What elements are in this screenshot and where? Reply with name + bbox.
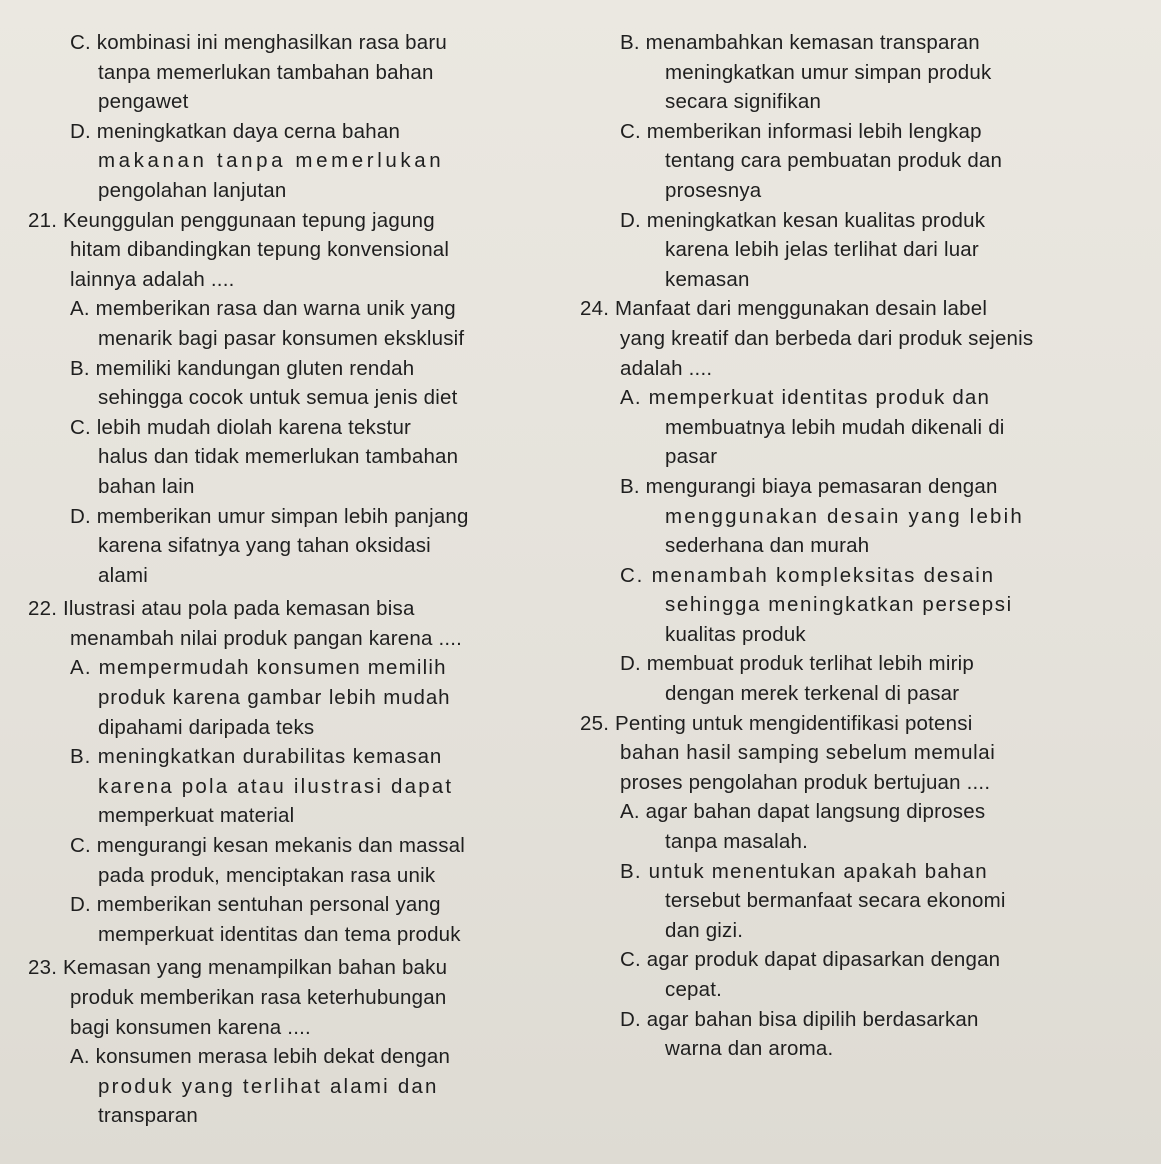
question-21 xyxy=(28,206,568,591)
question-line: yang kreatif dan berbeda dari produk sejenis xyxy=(620,326,1034,350)
option-line: kualitas produk xyxy=(665,622,806,646)
option-line: kemasan xyxy=(665,267,750,291)
option-line: warna dan aroma. xyxy=(665,1037,834,1061)
option-d: D. membuat produk terlihat lebih mirip xyxy=(620,652,974,676)
question-line: hitam dibandingkan tepung konvensional xyxy=(70,238,450,262)
question-line: produk memberikan rasa keterhubungan xyxy=(70,986,447,1009)
option-line: karena pola atau ilustrasi dapat xyxy=(98,774,454,798)
option-line: prosesnya xyxy=(665,178,762,202)
option-a: A. agar bahan dapat langsung diproses xyxy=(620,800,986,824)
option-line: menggunakan desain yang lebih xyxy=(665,504,1024,528)
option-line: halus dan tidak memerlukan tambahan xyxy=(98,445,459,469)
q23-option-d xyxy=(580,206,1140,295)
option-d: D. memberikan sentuhan personal yang xyxy=(70,893,441,917)
question-line: bahan hasil samping sebelum memulai xyxy=(620,741,996,765)
option-line: dan gizi. xyxy=(665,918,744,942)
option-line: C. kombinasi ini menghasilkan rasa baru xyxy=(70,31,447,54)
option-b: B. untuk menentukan apakah bahan xyxy=(620,859,988,883)
q23-option-b xyxy=(580,28,1140,117)
option-a: A. mempermudah konsumen memilih xyxy=(70,656,447,680)
question-line: 22. Ilustrasi atau pola pada kemasan bisa xyxy=(28,597,415,621)
option-line: karena sifatnya yang tahan oksidasi xyxy=(98,534,431,558)
option-c: C. menambah kompleksitas desain xyxy=(620,563,995,587)
option-d: D. agar bahan bisa dipilih berdasarkan xyxy=(620,1007,979,1031)
option-c: C. mengurangi kesan mekanis dan massal xyxy=(70,834,466,858)
option-line: bahan lain xyxy=(98,474,195,498)
option-line: memperkuat material xyxy=(98,804,295,828)
option-line: dengan merek terkenal di pasar xyxy=(665,682,960,706)
option-d: D. meningkatkan kesan kualitas produk xyxy=(620,208,986,232)
option-line: cepat. xyxy=(665,978,723,1001)
option-line: sehingga meningkatkan persepsi xyxy=(665,593,1013,617)
option-a: A. memperkuat identitas produk dan xyxy=(620,386,991,410)
option-line: transparan xyxy=(98,1104,199,1128)
option-b: B. mengurangi biaya pemasaran dengan xyxy=(620,474,998,498)
question-line: 25. Penting untuk mengidentifikasi potensi xyxy=(580,711,973,735)
option-c: C. lebih mudah diolah karena tekstur xyxy=(70,415,412,439)
option-line: pasar xyxy=(665,445,718,469)
option-line: dipahami daripada teks xyxy=(98,715,315,739)
option-b: B. memiliki kandungan gluten rendah xyxy=(70,356,415,380)
question-line: 23. Kemasan yang menampilkan bahan baku xyxy=(28,956,448,980)
option-c: C. agar produk dapat dipasarkan dengan xyxy=(620,948,1001,972)
question-24 xyxy=(580,294,1140,708)
option-b: B. menambahkan kemasan transparan xyxy=(620,31,980,54)
right-column xyxy=(580,28,1140,1064)
question-22 xyxy=(28,594,568,949)
option-line: menarik bagi pasar konsumen eksklusif xyxy=(98,326,465,350)
q20-option-c xyxy=(28,28,568,117)
option-line: tanpa masalah. xyxy=(665,830,808,854)
option-line: sederhana dan murah xyxy=(665,534,870,558)
option-c: C. memberikan informasi lebih lengkap xyxy=(620,119,982,143)
option-b: B. meningkatkan durabilitas kemasan xyxy=(70,745,443,769)
option-a: A. memberikan rasa dan warna unik yang xyxy=(70,297,456,321)
question-line: lainnya adalah .... xyxy=(70,267,235,291)
question-line: 24. Manfaat dari menggunakan desain label xyxy=(580,297,988,321)
option-line: D. meningkatkan daya cerna bahan xyxy=(70,119,401,143)
option-line: makanan tanpa memerlukan xyxy=(98,149,445,173)
option-line: pengawet xyxy=(98,90,189,114)
option-line: sehingga cocok untuk semua jenis diet xyxy=(98,386,458,410)
option-line: produk karena gambar lebih mudah xyxy=(98,686,451,710)
option-line: karena lebih jelas terlihat dari luar xyxy=(665,238,979,262)
q23-option-c xyxy=(580,117,1140,206)
option-line: membuatnya lebih mudah dikenali di xyxy=(665,415,1005,439)
option-a: A. konsumen merasa lebih dekat dengan xyxy=(70,1045,451,1069)
question-line: 21. Keunggulan penggunaan tepung jagung xyxy=(28,208,435,232)
question-line: menambah nilai produk pangan karena .... xyxy=(70,626,463,650)
question-23 xyxy=(28,953,568,1131)
question-25 xyxy=(580,709,1140,1064)
question-line: bagi konsumen karena .... xyxy=(70,1015,311,1039)
q20-option-d xyxy=(28,117,568,206)
option-line: tentang cara pembuatan produk dan xyxy=(665,149,1003,173)
question-line: adalah .... xyxy=(620,356,713,380)
option-line: pada produk, menciptakan rasa unik xyxy=(98,863,436,887)
option-line: produk yang terlihat alami dan xyxy=(98,1074,439,1098)
option-line: meningkatkan umur simpan produk xyxy=(665,60,992,84)
left-column xyxy=(28,28,568,1131)
option-d: D. memberikan umur simpan lebih panjang xyxy=(70,504,469,528)
question-line: proses pengolahan produk bertujuan .... xyxy=(620,770,991,794)
option-line: secara signifikan xyxy=(665,90,822,114)
option-line: tanpa memerlukan tambahan bahan xyxy=(98,60,434,84)
option-line: alami xyxy=(98,563,148,587)
option-line: pengolahan lanjutan xyxy=(98,178,287,202)
option-line: tersebut bermanfaat secara ekonomi xyxy=(665,889,1006,913)
option-line: memperkuat identitas dan tema produk xyxy=(98,922,461,946)
